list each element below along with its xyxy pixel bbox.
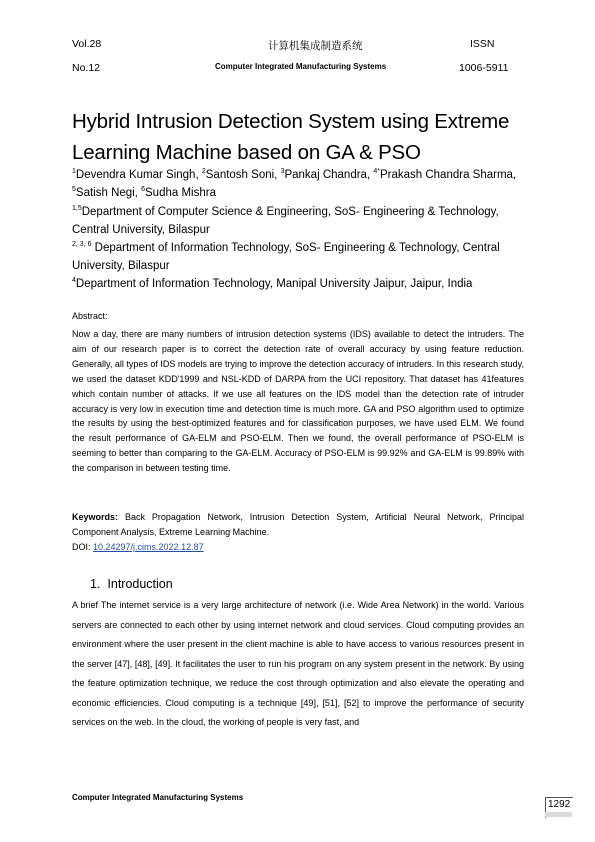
page-number: 1292	[548, 799, 571, 810]
affiliation: $^{1,5}$Department of Computer Science & Engineering, SoS- Engineering & Technology, Central University, Bilaspur	[72, 205, 499, 236]
author: $^2$Santosh Soni,	[201, 168, 281, 181]
page-number-bar	[545, 812, 572, 817]
author: $^3$Pankaj Chandra,	[280, 168, 374, 181]
section-heading: 1. Introduction	[90, 577, 173, 591]
header-journal-en: Computer Integrated Manufacturing Systems	[215, 62, 387, 71]
doi-label: DOI:	[72, 542, 94, 552]
header-issn-label: ISSN	[470, 38, 495, 50]
author: $^6$Sudha Mishra	[141, 186, 216, 199]
header-volume: Vol.28	[72, 38, 102, 50]
affiliation: $^{2, 3, 6}$ Department of Information Technology, SoS- Engineering & Technology, Central University, Bilaspur	[72, 241, 500, 272]
paper-title: Hybrid Intrusion Detection System using Extreme Learning Machine based on GA & PSO	[72, 110, 510, 164]
abstract-text: Now a day, there are many numbers of intrusion detection systems (IDS) available to detect the intruders. The aim of our research paper is to correct the detection rate of overall accuracy by using feature reduction. Generally, all types of IDS models are trying to improve the detection accuracy of intruders. In this research study, we used the dataset KDD'1999 and NSL-KDD of DARPA from the UCI repository. That dataset has 41features which contain number of attacks. If we use all features on the IDS model than the detection rate of intruder accuracy is very low in execution time and detection time is much more. GA and PSO algorithm used to optimize the results by using the best-optimized features and for classification purposes, we have used ELM. We found the result performance of GA-ELM and PSO-ELM. Then we found, the overall performance of PSO-ELM is seeming to better than comparing to the GA-ELM. Accuracy of PSO-ELM is 99.92% and GA-ELM is 99.89% with the comparison in between testing time.	[72, 329, 524, 474]
keywords-label: Keywords:	[72, 512, 119, 522]
author: $^5$Satish Negi,	[72, 186, 142, 199]
keywords	[72, 510, 524, 540]
keywords-text: Back Propagation Network, Intrusion Detection System, Artificial Neural Network, Principal Component Analysis, Extreme Learning Machine.	[72, 512, 524, 537]
affiliation: $^4$Department of Information Technology, Manipal University Jaipur, Jaipur, India	[72, 277, 473, 290]
author: $^{4*}$Prakash Chandra Sharma,	[373, 168, 517, 181]
author-list	[72, 166, 532, 202]
doi-link[interactable]: 10.24297/j.cims.2022.12.87	[93, 542, 204, 552]
abstract-heading: Abstract:	[72, 311, 108, 321]
introduction-text: A brief The internet service is a very large architecture of network (i.e. Wide Area Network) in the world. Various servers are connected to each other by using internet network and cloud services. Cloud computing provides an environment where the user present in the client machine is able to have access to various resources present in the server [47], [48], [49]. It facilitates the user to run his program on any system present in the network. By using the feature optimization technique, we reduce the cost through optimization and also elevate the operating and economic efficiencies. Cloud computing is a technique [49], [51], [52] to improve the performance of security services on the web. In the cloud, the working of people is very fast, and	[72, 600, 524, 727]
header-number: No.12	[72, 62, 101, 74]
header-issn: 1006-5911	[459, 62, 509, 74]
header-journal-cn: 计算机集成制造系统	[268, 40, 363, 52]
author: $^1$Devendra Kumar Singh,	[72, 168, 202, 181]
footer-journal: Computer Integrated Manufacturing Systems	[72, 793, 244, 802]
doi	[72, 542, 204, 552]
